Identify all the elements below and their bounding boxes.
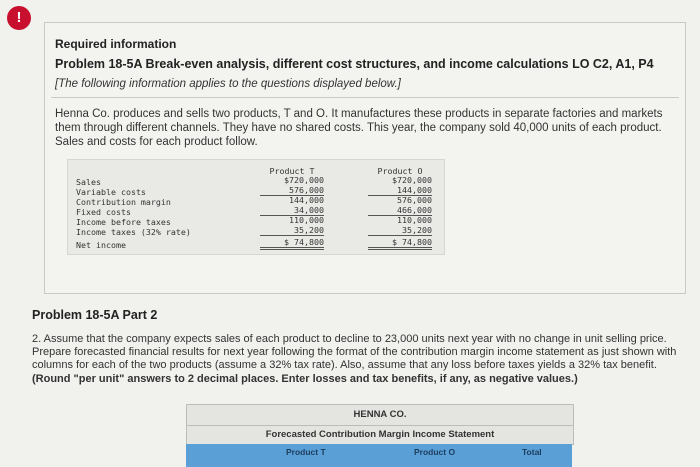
required-information-panel — [44, 22, 686, 294]
header-product-o: Product O — [377, 166, 423, 176]
column-header-bar — [186, 444, 572, 467]
cell-o-contribution-margin: 576,000 — [397, 195, 432, 205]
column-header-total: Total — [522, 447, 542, 457]
cell-o-net-income: $ 74,800 — [368, 237, 432, 250]
question-text — [32, 333, 698, 386]
problem-description: Henna Co. produces and sells two products, T and O. It manufactures these products in separate factories and markets them through different channels. They have no shared costs. This year, the company sold 40,000 units of each product. Sales and costs for each product follow. — [55, 108, 663, 148]
cell-o-fixed-costs: 466,000 — [368, 205, 432, 216]
cell-t-fixed-costs: 34,000 — [260, 205, 324, 216]
cell-o-income-taxes: 35,200 — [368, 225, 432, 236]
column-header-product-t: Product T — [286, 447, 326, 457]
divider — [51, 97, 679, 98]
cell-t-variable-costs: 576,000 — [260, 185, 324, 196]
row-label-income-taxes: Income taxes (32% rate) — [76, 227, 191, 237]
cell-t-contribution-margin: 144,000 — [289, 195, 324, 205]
row-label-sales: Sales — [76, 177, 101, 187]
cell-o-variable-costs: 144,000 — [368, 185, 432, 196]
cell-o-income-before-taxes: 110,000 — [397, 215, 432, 225]
question-instruction: (Round "per unit" answers to 2 decimal places. Enter losses and tax benefits, if any, as negative values.) — [32, 372, 578, 385]
cell-t-net-income: $ 74,800 — [260, 237, 324, 250]
row-label-variable-costs: Variable costs — [76, 187, 146, 197]
question-body: 2. Assume that the company expects sales of each product to decline to 23,000 units next year with no change in unit selling price. Prepare forecasted financial results for next year following the format of the contribution margin income statement as just shown with columns for each of the two products (assume a 32% tax rate). Also, assume that any loss before taxes yields a 32% tax benefit. — [32, 333, 677, 372]
financial-table — [67, 159, 445, 255]
company-name-header: HENNA CO. — [186, 404, 574, 426]
part-title: Problem 18-5A Part 2 — [32, 308, 158, 322]
cell-t-sales: $720,000 — [284, 175, 324, 185]
row-label-net-income: Net income — [76, 240, 126, 250]
row-label-income-before-taxes: Income before taxes — [76, 217, 171, 227]
alert-icon: ! — [7, 6, 31, 30]
column-header-product-o: Product O — [414, 447, 456, 457]
info-note: [The following information applies to the questions displayed below.] — [55, 78, 401, 90]
cell-o-sales: $720,000 — [392, 175, 432, 185]
problem-title: Problem 18-5A Break-even analysis, different cost structures, and income calculations LO C2, A1, P4 — [55, 57, 654, 71]
statement-title-header: Forecasted Contribution Margin Income Statement — [186, 425, 574, 445]
cell-t-income-taxes: 35,200 — [260, 225, 324, 236]
row-label-contribution-margin: Contribution margin — [76, 197, 171, 207]
cell-t-income-before-taxes: 110,000 — [289, 215, 324, 225]
header-product-t: Product T — [269, 166, 315, 176]
required-information-heading: Required information — [55, 37, 177, 51]
row-label-fixed-costs: Fixed costs — [76, 207, 131, 217]
